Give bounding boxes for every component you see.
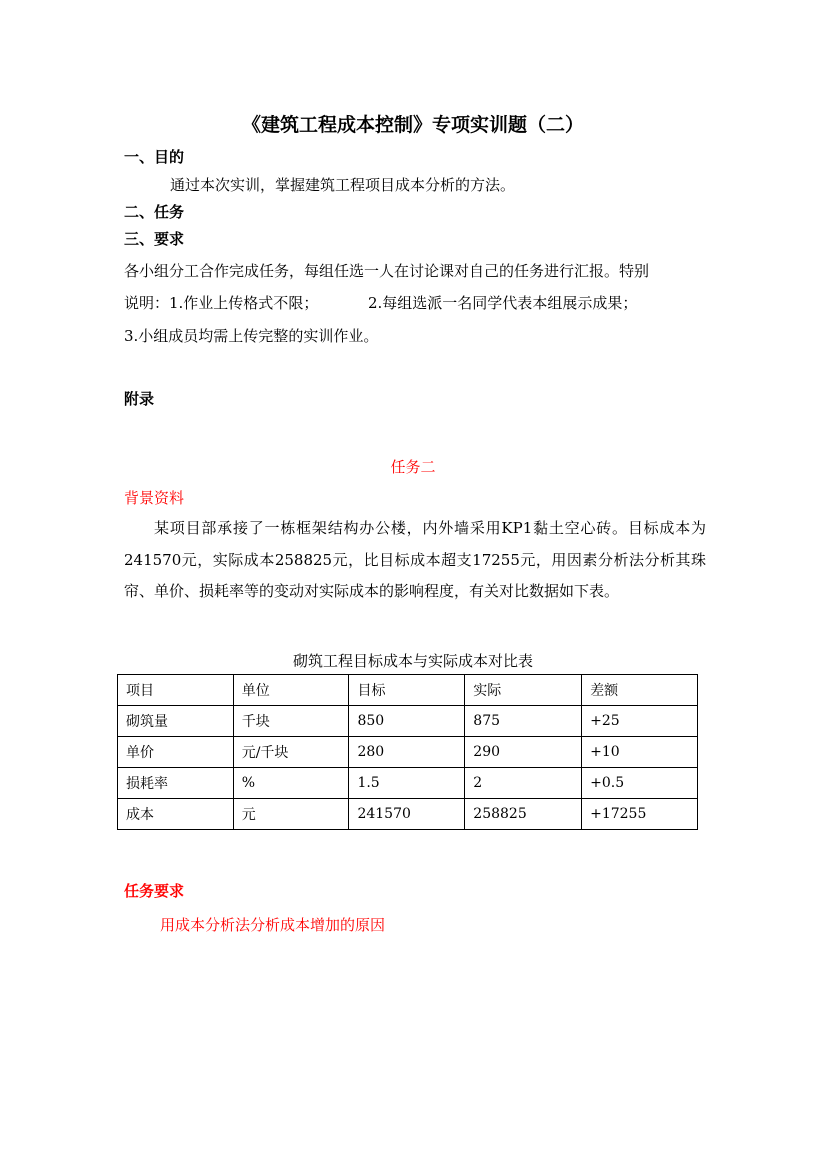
task-requirement-text: 用成本分析法分析成本增加的原因 bbox=[160, 916, 386, 934]
table-cell: 元 bbox=[233, 799, 349, 830]
table-cell: +10 bbox=[582, 737, 698, 768]
section-heading-task: 二、任务 bbox=[124, 203, 185, 221]
table-cell: 2 bbox=[465, 768, 582, 799]
page-title: 《建筑工程成本控制》专项实训题（二） bbox=[241, 114, 584, 136]
table-cell: % bbox=[233, 768, 349, 799]
table-cell: +17255 bbox=[582, 799, 698, 830]
table-cell: +25 bbox=[582, 706, 698, 737]
requirement-line-2b: 2.每组选派一名同学代表本组展示成果； bbox=[368, 294, 638, 312]
table-cell: 成本 bbox=[118, 799, 234, 830]
table-cell: 千块 bbox=[233, 706, 349, 737]
table-cell: +0.5 bbox=[582, 768, 698, 799]
background-text: 某项目部承接了一栋框架结构办公楼，内外墙采用KP1黏土空心砖。目标成本为241570元，实际成本258825元，比目标成本超支17255元，用因素分析法分析其珠帘、单价、损耗率等的变动对实际成本的影响程度，有关对比数据如下表。 bbox=[124, 519, 706, 600]
table-cell: 241570 bbox=[349, 799, 465, 830]
header-cell: 差额 bbox=[582, 675, 698, 706]
table-cell: 290 bbox=[465, 737, 582, 768]
header-cell: 项目 bbox=[118, 675, 234, 706]
table-row bbox=[118, 706, 698, 737]
header-cell: 实际 bbox=[465, 675, 582, 706]
requirement-line-2a: 说明：1.作业上传格式不限； bbox=[124, 294, 319, 312]
background-heading: 背景资料 bbox=[124, 489, 185, 507]
table-cell: 元/千块 bbox=[233, 737, 349, 768]
table-cell: 850 bbox=[349, 706, 465, 737]
section-heading-requirement: 三、要求 bbox=[124, 230, 185, 248]
table-cell: 1.5 bbox=[349, 768, 465, 799]
comparison-table bbox=[117, 674, 698, 830]
table-cell: 280 bbox=[349, 737, 465, 768]
table-cell: 损耗率 bbox=[118, 768, 234, 799]
task-title: 任务二 bbox=[390, 458, 436, 476]
requirement-line-1: 各小组分工合作完成任务，每组任选一人在讨论课对自己的任务进行汇报。特别 bbox=[124, 262, 650, 280]
header-cell: 单位 bbox=[233, 675, 349, 706]
table-caption: 砌筑工程目标成本与实际成本对比表 bbox=[292, 652, 533, 670]
table-cell: 875 bbox=[465, 706, 582, 737]
table-cell: 砌筑量 bbox=[118, 706, 234, 737]
table-cell: 单价 bbox=[118, 737, 234, 768]
purpose-text: 通过本次实训，掌握建筑工程项目成本分析的方法。 bbox=[170, 176, 516, 194]
table-row bbox=[118, 768, 698, 799]
table-cell: 258825 bbox=[465, 799, 582, 830]
header-cell: 目标 bbox=[349, 675, 465, 706]
table-header-row bbox=[118, 675, 698, 706]
task-requirement-heading: 任务要求 bbox=[124, 882, 185, 900]
table-row bbox=[118, 737, 698, 768]
appendix-heading: 附录 bbox=[124, 390, 155, 408]
requirement-line-3: 3.小组成员均需上传完整的实训作业。 bbox=[124, 327, 379, 345]
section-heading-purpose: 一、目的 bbox=[124, 148, 185, 166]
table-row bbox=[118, 799, 698, 830]
